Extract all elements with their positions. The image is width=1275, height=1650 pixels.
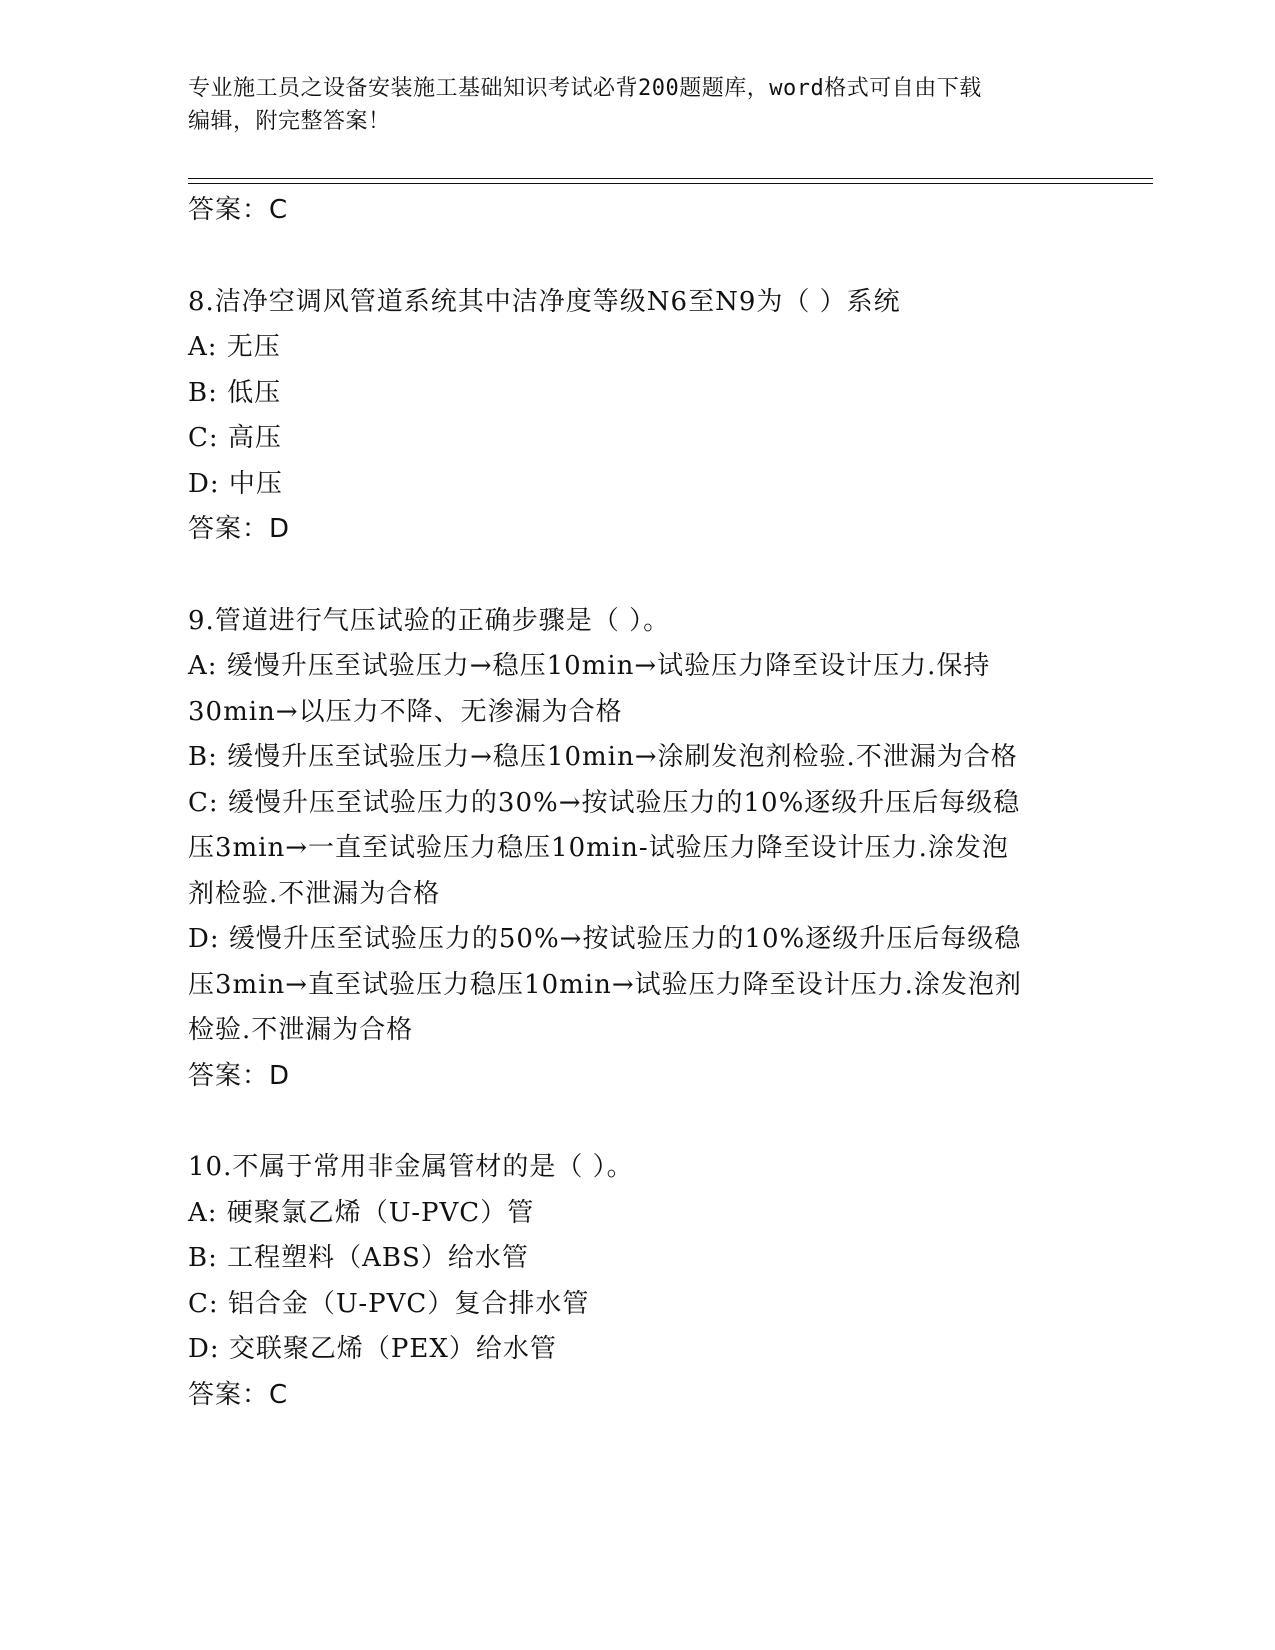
option-line: A: 硬聚氯乙烯（U-PVC）管 (188, 1197, 535, 1228)
question-9 (188, 599, 1088, 1100)
option-line: D: 交联聚乙烯（PEX）给水管 (188, 1334, 557, 1364)
option-line: 剂检验.不泄漏为合格 (188, 878, 441, 909)
option-line: 压3min→一直至试验压力稳压10min-试验压力降至设计压力.涂发泡 (188, 833, 1009, 863)
question-8 (188, 280, 1088, 553)
header-line-2: 编辑，附完整答案！ (188, 109, 391, 134)
question-stem: 10.不属于常用非金属管材的是（ ）。 (188, 1152, 634, 1182)
question-list (188, 188, 1088, 1418)
spacer (188, 1099, 1088, 1145)
answer-line: 答案：D (188, 514, 291, 544)
option-line: B: 工程塑料（ABS）给水管 (188, 1243, 529, 1273)
question-10 (188, 1145, 1088, 1418)
option-line: 压3min→直至试验压力稳压10min→试验压力降至设计压力.涂发泡剂 (188, 969, 1022, 1000)
previous-answer: 答案：C (188, 195, 289, 225)
option-line: C: 缓慢升压至试验压力的30%→按试验压力的10%逐级升压后每级稳 (188, 787, 1021, 818)
answer-line: 答案：C (188, 1379, 289, 1410)
question-stem: 8.洁净空调风管道系统其中洁净度等级N6至N9为（ ）系统 (188, 286, 901, 317)
question-stem: 9.管道进行气压试验的正确步骤是（ ）。 (188, 605, 671, 636)
option-line: B: 缓慢升压至试验压力→稳压10min→涂刷发泡剂检验.不泄漏为合格 (188, 742, 1018, 772)
answer-line: 答案：D (188, 1060, 291, 1091)
spacer (188, 553, 1088, 599)
option-line: A: 无压 (188, 332, 281, 362)
option-line: B: 低压 (188, 377, 282, 408)
header-divider-bottom (188, 183, 1153, 184)
option-line: A: 缓慢升压至试验压力→稳压10min→试验压力降至设计压力.保持 (188, 651, 991, 681)
spacer (188, 234, 1088, 280)
option-line: D: 中压 (188, 468, 283, 499)
option-line: C: 铝合金（U-PVC）复合排水管 (188, 1288, 590, 1319)
document-header (188, 72, 1068, 138)
option-line: D: 缓慢升压至试验压力的50%→按试验压力的10%逐级升压后每级稳 (188, 924, 1022, 954)
option-line: 30min→以压力不降、无渗漏为合格 (188, 696, 623, 727)
option-line: C: 高压 (188, 423, 282, 453)
option-line: 检验.不泄漏为合格 (188, 1015, 414, 1045)
header-line-1: 专业施工员之设备安装施工基础知识考试必背200题题库，word格式可自由下载 (188, 76, 982, 101)
header-divider-top (188, 178, 1153, 179)
